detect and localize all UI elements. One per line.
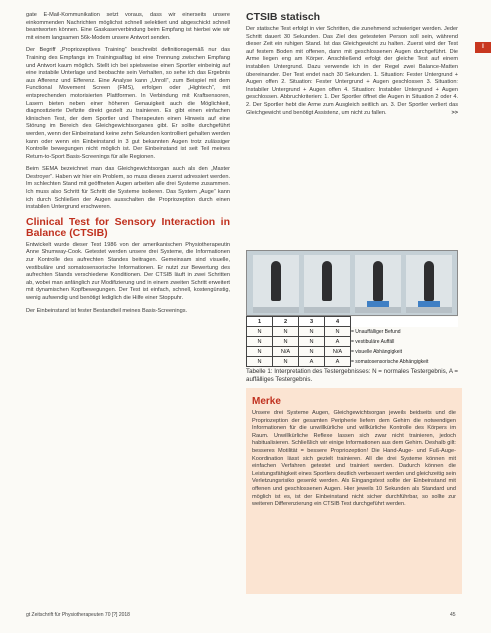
header-cell: 3 (299, 317, 325, 327)
section-tab-marker: I (475, 42, 491, 53)
floor (253, 307, 299, 313)
paragraph: Der Begriff „Propriozeptives Training“ beschreibt definitionsgemäß nur das Training des Empfangs im Trainingsalltag ist eine Trennung zwischen Empfang und Antwort kaum möglich. Stellt ich bei spielsweise einen Sportler einbeinig auf eine instabile Unterlage und beobachte sein Verhalten, so sehe ich das Ergebnis aus Afferenz und Efferenz. Eine Analyse kann „Unroll“, zum Beispiel mit dem Functional Movement Screen (FMS), erfolgen oder „Hightech“, mit entsprechenden motorisierten Plattformen. In Verbindung mit Kraftsensoren, Lasern bieten neben einer höheren Genauigkeit auch die Möglichkeit, diagnostizierte Defizite direkt gezielt zu trainieren. Es gibt einen einfachen klinischen Test, der dem Sportler und Therapeuten einen Hinweis auf eine Störung im Bereich des Gleichgewichtsorganes gibt. Er sollte durchgeführt werden, wenn der Einbeinstand keine zehn Sekunden kontrolliert gehalten werden kann oder wenn ein Einbeinstand in 3 gut bekannten Augen trotz zulässiger Kontrolle bewegungen nicht möglich ist. Der Einbeinstand ist seit Teil meines Return-to-Sport Basis-Screenings für alle Regionen. (26, 47, 230, 160)
table-cell: A (325, 357, 351, 367)
standing-person (271, 261, 281, 301)
left-column (26, 12, 230, 320)
legend-entry: = Unauffälliger Befund (351, 328, 401, 335)
photo-frame (355, 255, 401, 313)
section-heading-static: CTSIB statisch (246, 11, 321, 23)
table-cell: N (247, 357, 273, 367)
table-cell: N (273, 357, 299, 367)
merke-title: Merke (252, 396, 281, 407)
legend-entry: = visuelle Abhängigkeit (351, 348, 403, 355)
paragraph: gate E-Mail-Kommunikation setzt voraus, dass wir einerseits unsere einkommenden Nachrichten möglichst schnell selektiert und abgeschickt schnell beantworten können. Eine Gaskaserverbindung beim Empfang ist hierbei wie wir mit einem langsamen 56k-Modem unsere Antwort senden. (26, 12, 230, 41)
standing-person (373, 261, 383, 301)
table-header-row (247, 317, 458, 327)
table-cell: A (325, 337, 351, 347)
table-cell: N (325, 327, 351, 337)
table-cell: N (247, 327, 273, 337)
header-cell: 4 (325, 317, 351, 327)
table-cell: N (299, 327, 325, 337)
paragraph (246, 26, 458, 117)
table-cell: A (299, 357, 325, 367)
standing-person (424, 261, 434, 301)
standing-person (322, 261, 332, 301)
header-cell: 1 (247, 317, 273, 327)
floor (355, 307, 401, 313)
table-cell: N (299, 347, 325, 357)
ctsib-photo-strip (246, 250, 458, 316)
header-cell: 2 (273, 317, 299, 327)
table-cell: N/A (325, 347, 351, 357)
legend-entry: = somatosensorische Abhängigkeit (351, 358, 429, 365)
section-heading-ctsib: Clinical Test for Sensory Interaction in Balance (CTSIB) (26, 215, 230, 239)
page-number: 45 (450, 612, 456, 618)
floor (304, 307, 350, 313)
photo-frame (406, 255, 452, 313)
table-cell: N (273, 327, 299, 337)
footer-publication: gt Zeitschrift für Physiotherapeuten 70 [?] 2018 (26, 612, 130, 618)
merke-box (246, 388, 462, 594)
photo-frame (304, 255, 350, 313)
interpretation-table (246, 316, 458, 367)
paragraph-text: Der statische Test erfolgt in vier Schritten, die zunehmend schwieriger werden. Jeder Schritt dauert 30 Sekunden. Das Ziel des getesteten Person soll sein, während dieser Zeit ein ruhigen Stand. Ist das Gleichgewicht zu halten. Zuerst wird der Test auf festem Boden mit offenen, dann mit geschlossenen Augen durchgeführt. Die Arme liegen eng am Körper. Anschließend erfolgt der gleiche Test auf einem instabilen Untergrund. Dazu verwende ich in der Regel zwei Balance-Matten übereinander. Der Test endet nach 30 Sekunden. 1. Situation: Fester Untergrund + Augen offen 2. Situation: Fester Untergrund + Augen geschlossen 3. Situation: Instabiler Untergrund + Augen offen 4. Situation: Instabiler Untergrund + Augen geschlossen. Abbruchkriterien: 1. Der Sportler öffnet die Augen in Situation 2 oder 4. 2. Der Sportler hebt die Arme zum Ausgleich seitlich an. 3. Der Sportler verliert das Gleichgewicht und benötigt Assistenz, um nicht zu fallen. (246, 26, 458, 116)
photo-frame (253, 255, 299, 313)
table-row (247, 357, 458, 367)
merke-body: Unsere drei Systeme Augen, Gleichgewichtsorgan jeweils beidseits und die Propriozeption der gesamten Peripherie liefern dem Gehirn die notwendigen Informationen für die unwillkürliche und willkürliche Kontrolle des Körpers im Raum. Unwillkürliche Reflexe lassen sich zwar nicht trainieren, jedoch habitualisieren. Schließlich wir einige Informationen aus dem Gehirn. Deshalb gilt: besseres Motilität = bessere Propriozeption! Die Hand-Auge- und Fuß-Auge-Koordination lässt sich gezielt trainieren. All die drei Systeme können mit einfachen Verfahren getestet und trainiert werden. Dadurch können die Leistungsfähigkeit eines Sportlers deutlich verbessert werden und gleichzeitig sein Verletzungsrisiko gesenkt werden. Als Eingangstest sollte der Einbeinstand mit offenen und geschlossenen Augen. Hier jeweils 10 Sekunden als Standard und möglich ist es, ist der Einbeinstand nicht sicher durchführbar, so sollte zur weiteren Differenzierung ein CTSIB Test durchgeführt werden. (252, 410, 456, 508)
table-cell: N/A (273, 347, 299, 357)
table-row (247, 327, 458, 337)
table-row (247, 347, 458, 357)
table-cell: N (299, 337, 325, 347)
table-cell: N (247, 347, 273, 357)
table-cell: N (247, 337, 273, 347)
paragraph: Entwickelt wurde dieser Test 1986 von der amerikanischen Physiotherapeutin Anne Shumway-Cook. Getestet werden unsere drei Systeme, die Informationen zur Kontrolle des aufrechten Standes beitragen. Gemeinsam sind visuelle, vestibuläre und somatosensorische Informationen. Er nutzt zur Bewertung des aufrechten Stands verschiedene Konditionen. Der CTSIB läuft in zwei Schritten ab, wobei man anfänglich zur Modifizierung und in einem zweiten Schritt erweitert mit dynamischen Kopfbewegungen. Der Test ist einfach, schnell, kostengünstig, wenig aufwendig und benötigt lediglich die Hilfe einer Stoppuhr. (26, 241, 230, 301)
legend-spacer (351, 317, 458, 327)
paragraph: Der Einbeinstand ist fester Bestandteil meines Basis-Screenings. (26, 307, 188, 314)
paragraph: Beim SEMA bezeichnet man das Gleichgewichtsorgan auch als den „Master Destroyer“. Haben wir hier ein Problem, so muss dieses zuerst adressiert werden. Im schlechten Stand mit geöffneten Augen arbeiten alle drei Systeme zusammen. Ich muss also Schritt für Schritt die Systeme isolieren. Das System „Auge“ kann ich durch Schließen der Augen ausschalten die Propriozeption durch einen instabilen Untergrund erschweren. (26, 166, 230, 211)
continue-arrows: >> (451, 109, 458, 116)
table-row (247, 337, 458, 347)
table-caption: Tabelle 1: Interpretation des Testergebnisses: N = normales Testergebnis, A = auffälliges Testergebnis. (246, 368, 458, 383)
floor (406, 307, 452, 313)
table-cell: N (273, 337, 299, 347)
right-column (246, 12, 458, 122)
legend-entry: = vestibuläre Auffäll (351, 338, 395, 345)
